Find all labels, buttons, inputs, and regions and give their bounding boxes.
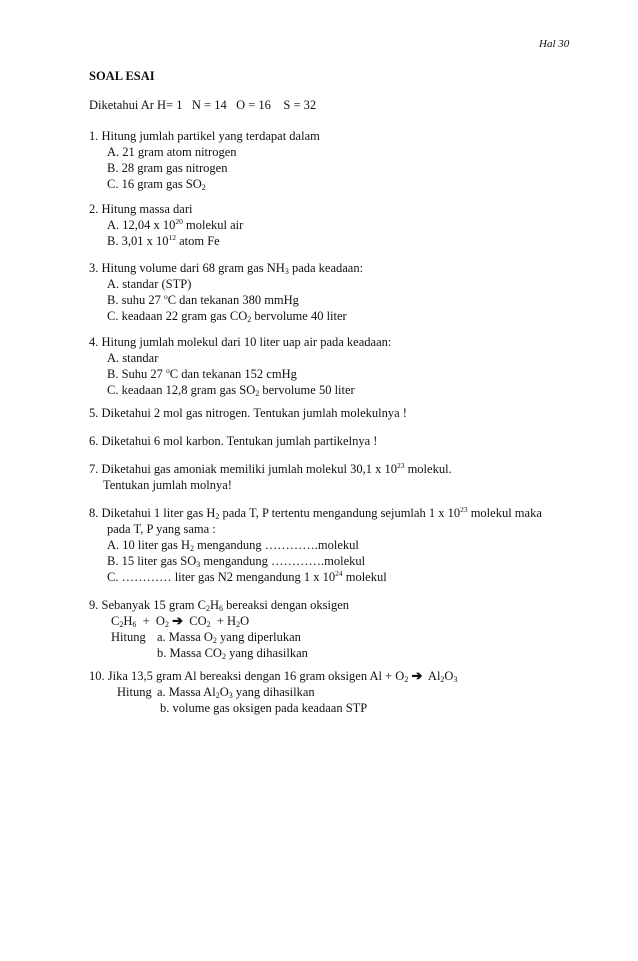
question-5: 5. Diketahui 2 mol gas nitrogen. Tentukan jumlah molekulnya !: [89, 406, 407, 420]
given-atomic-masses: Diketahui Ar H= 1 N = 14 O = 16 S = 32: [89, 98, 317, 112]
question-1-option-a: A. 21 gram atom nitrogen: [107, 145, 237, 159]
question-4-option-b: B. Suhu 27 $^o$C dan tekanan 152 cmHg: [107, 366, 297, 381]
question-2-option-a: A. 12,04 x $10^{20}$ molekul air: [107, 217, 244, 232]
question-1-stem: 1. Hitung jumlah partikel yang terdapat dalam: [89, 129, 320, 143]
question-9-stem: 9. Sebanyak 15 gram $C_2H_6$ bereaksi dengan oksigen: [89, 598, 350, 613]
question-9-part-b: b. Massa $CO_2$ yang dihasilkan: [157, 646, 308, 661]
question-8-line-1: 8. Diketahui 1 liter gas $H_2$ pada T, P tertentu mengandung sejumlah 1 x $10^{23}$ molekul maka: [89, 505, 542, 521]
section-title: SOAL ESAI: [89, 69, 155, 83]
question-8-option-c: C. ………… liter gas N2 mengandung 1 x $10^{24}$ molekul: [107, 569, 387, 584]
question-3-option-a: A. standar (STP): [107, 277, 192, 291]
question-4-option-c: C. keadaan 12,8 gram gas $SO_2$ bervolume 50 liter: [107, 383, 355, 398]
page-number: Hal 30: [539, 38, 570, 50]
question-4-option-a: A. standar: [107, 351, 159, 365]
question-3-option-b: B. suhu 27 $^o$C dan tekanan 380 mmHg: [107, 292, 299, 307]
reaction-arrow-icon: ➔: [411, 668, 423, 683]
question-8-option-a: A. 10 liter gas $H_2$ mengandung ………….molekul: [107, 538, 359, 553]
question-9-hitung-label: Hitung: [111, 630, 146, 644]
question-9-equation: $C_2H_6 + O_2$ ➔ $CO_2 + H_2O$: [111, 613, 250, 629]
question-6: 6. Diketahui 6 mol karbon. Tentukan jumlah partikelnya !: [89, 434, 378, 448]
question-4-stem: 4. Hitung jumlah molekul dari 10 liter uap air pada keadaan:: [89, 335, 392, 349]
question-8-line-2: pada T, P yang sama :: [107, 522, 216, 536]
question-8-option-b: B. 15 liter gas $SO_3$ mengandung ………….molekul: [107, 554, 366, 569]
question-9-part-a: a. Massa $O_2$ yang diperlukan: [157, 630, 301, 645]
question-10-hitung-label: Hitung: [117, 685, 152, 699]
question-3-option-c: C. keadaan 22 gram gas $CO_2$ bervolume 40 liter: [107, 309, 347, 324]
question-3-stem: 3. Hitung volume dari 68 gram gas $NH_3$ pada keadaan:: [89, 261, 364, 276]
question-2-option-b: B. 3,01 x $10^{12}$ atom Fe: [107, 233, 220, 248]
reaction-arrow-icon: ➔: [172, 613, 183, 628]
question-1-option-c: C. 16 gram gas $SO_2$: [107, 177, 206, 192]
question-10-stem: 10. Jika 13,5 gram Al bereaksi dengan 16 gram oksigen $Al + O_2$ ➔ $Al_2O_3$: [89, 668, 458, 684]
question-7-line-2: Tentukan jumlah molnya!: [103, 478, 232, 492]
question-7-line-1: 7. Diketahui gas amoniak memiliki jumlah molekul 30,1 x $10^{23}$ molekul.: [89, 461, 452, 476]
question-10-part-a: a. Massa $Al_2O_3$ yang dihasilkan: [157, 685, 315, 700]
question-10-part-b: b. volume gas oksigen pada keadaan STP: [160, 701, 368, 715]
question-1-option-b: B. 28 gram gas nitrogen: [107, 161, 228, 175]
question-2-stem: 2. Hitung massa dari: [89, 202, 193, 216]
